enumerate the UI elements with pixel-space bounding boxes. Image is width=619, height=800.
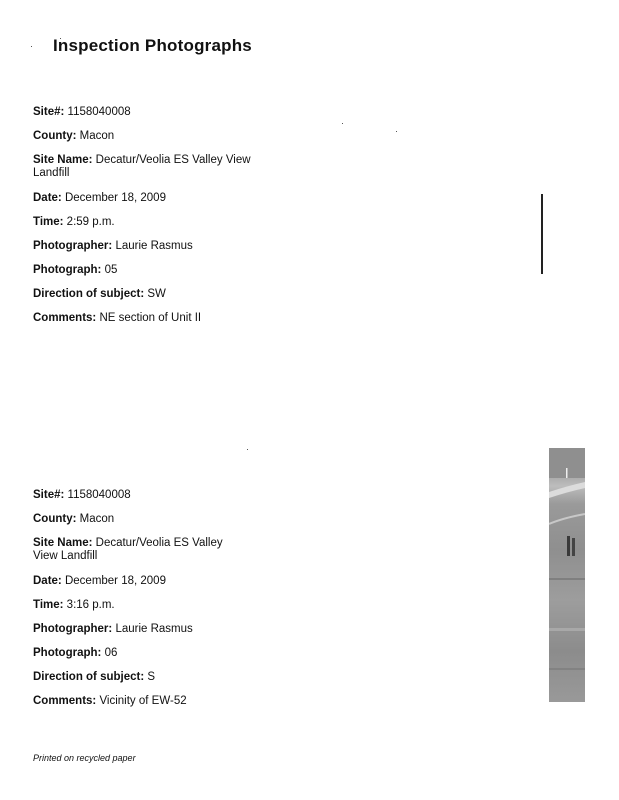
- comments-value: Vicinity of EW-52: [99, 695, 187, 707]
- comments-label: Comments:: [33, 312, 97, 324]
- landfill-photo: [549, 448, 585, 702]
- photographer-value: Laurie Rasmus: [115, 240, 193, 252]
- comments-field: [33, 312, 201, 325]
- direction-label: Direction of subject:: [33, 671, 145, 683]
- page-title: Inspection Photographs: [53, 36, 252, 55]
- site-name-value-cont: View Landfill: [33, 550, 98, 562]
- date-field: [33, 575, 166, 588]
- scan-speck: [342, 123, 343, 124]
- photographer-label: Photographer:: [33, 240, 113, 252]
- site-value: 1158040008: [67, 106, 131, 118]
- site-name-label: Site Name:: [33, 537, 93, 549]
- direction-field: [33, 288, 166, 301]
- photographer-label: Photographer:: [33, 623, 113, 635]
- footer-note: Printed on recycled paper: [33, 753, 136, 763]
- scan-edge-line: [541, 194, 543, 274]
- county-label: County:: [33, 130, 77, 142]
- date-value: December 18, 2009: [64, 192, 166, 204]
- county-value: Macon: [79, 513, 115, 525]
- scan-speck: [396, 131, 397, 132]
- site-name-value-cont: Landfill: [33, 167, 70, 179]
- photographer-field: [33, 240, 193, 253]
- site-value: 1158040008: [67, 489, 131, 501]
- date-label: Date:: [33, 575, 62, 587]
- direction-value: S: [147, 671, 156, 683]
- time-field: [33, 599, 115, 612]
- direction-field: [33, 671, 155, 684]
- time-value: 3:16 p.m.: [66, 599, 115, 611]
- date-field: [33, 192, 166, 205]
- site-name-field: [33, 154, 251, 180]
- time-field: [33, 216, 115, 229]
- scan-speck: [31, 46, 32, 47]
- time-value: 2:59 p.m.: [66, 216, 115, 228]
- comments-field: [33, 695, 187, 708]
- site-name-value: Decatur/Veolia ES Valley: [95, 537, 223, 549]
- photographer-field: [33, 623, 193, 636]
- photograph-number-field: [33, 264, 117, 277]
- comments-label: Comments:: [33, 695, 97, 707]
- site-name-value: Decatur/Veolia ES Valley View: [95, 154, 251, 166]
- photograph-number-field: [33, 647, 117, 660]
- landfill-photo-graphic: [549, 448, 585, 702]
- date-label: Date:: [33, 192, 62, 204]
- photograph-value: 06: [104, 647, 118, 659]
- site-field: [33, 106, 131, 119]
- site-label: Site#:: [33, 489, 65, 501]
- site-label: Site#:: [33, 106, 65, 118]
- scan-speck: [247, 449, 248, 450]
- county-value: Macon: [79, 130, 115, 142]
- comments-value: NE section of Unit II: [99, 312, 202, 324]
- direction-value: SW: [147, 288, 166, 300]
- photograph-value: 05: [104, 264, 118, 276]
- site-name-label: Site Name:: [33, 154, 93, 166]
- county-field: [33, 513, 114, 526]
- site-name-field: [33, 537, 223, 563]
- photographer-value: Laurie Rasmus: [115, 623, 193, 635]
- county-field: [33, 130, 114, 143]
- date-value: December 18, 2009: [64, 575, 166, 587]
- site-field: [33, 489, 131, 502]
- direction-label: Direction of subject:: [33, 288, 145, 300]
- photograph-label: Photograph:: [33, 647, 102, 659]
- time-label: Time:: [33, 599, 64, 611]
- county-label: County:: [33, 513, 77, 525]
- photograph-label: Photograph:: [33, 264, 102, 276]
- time-label: Time:: [33, 216, 64, 228]
